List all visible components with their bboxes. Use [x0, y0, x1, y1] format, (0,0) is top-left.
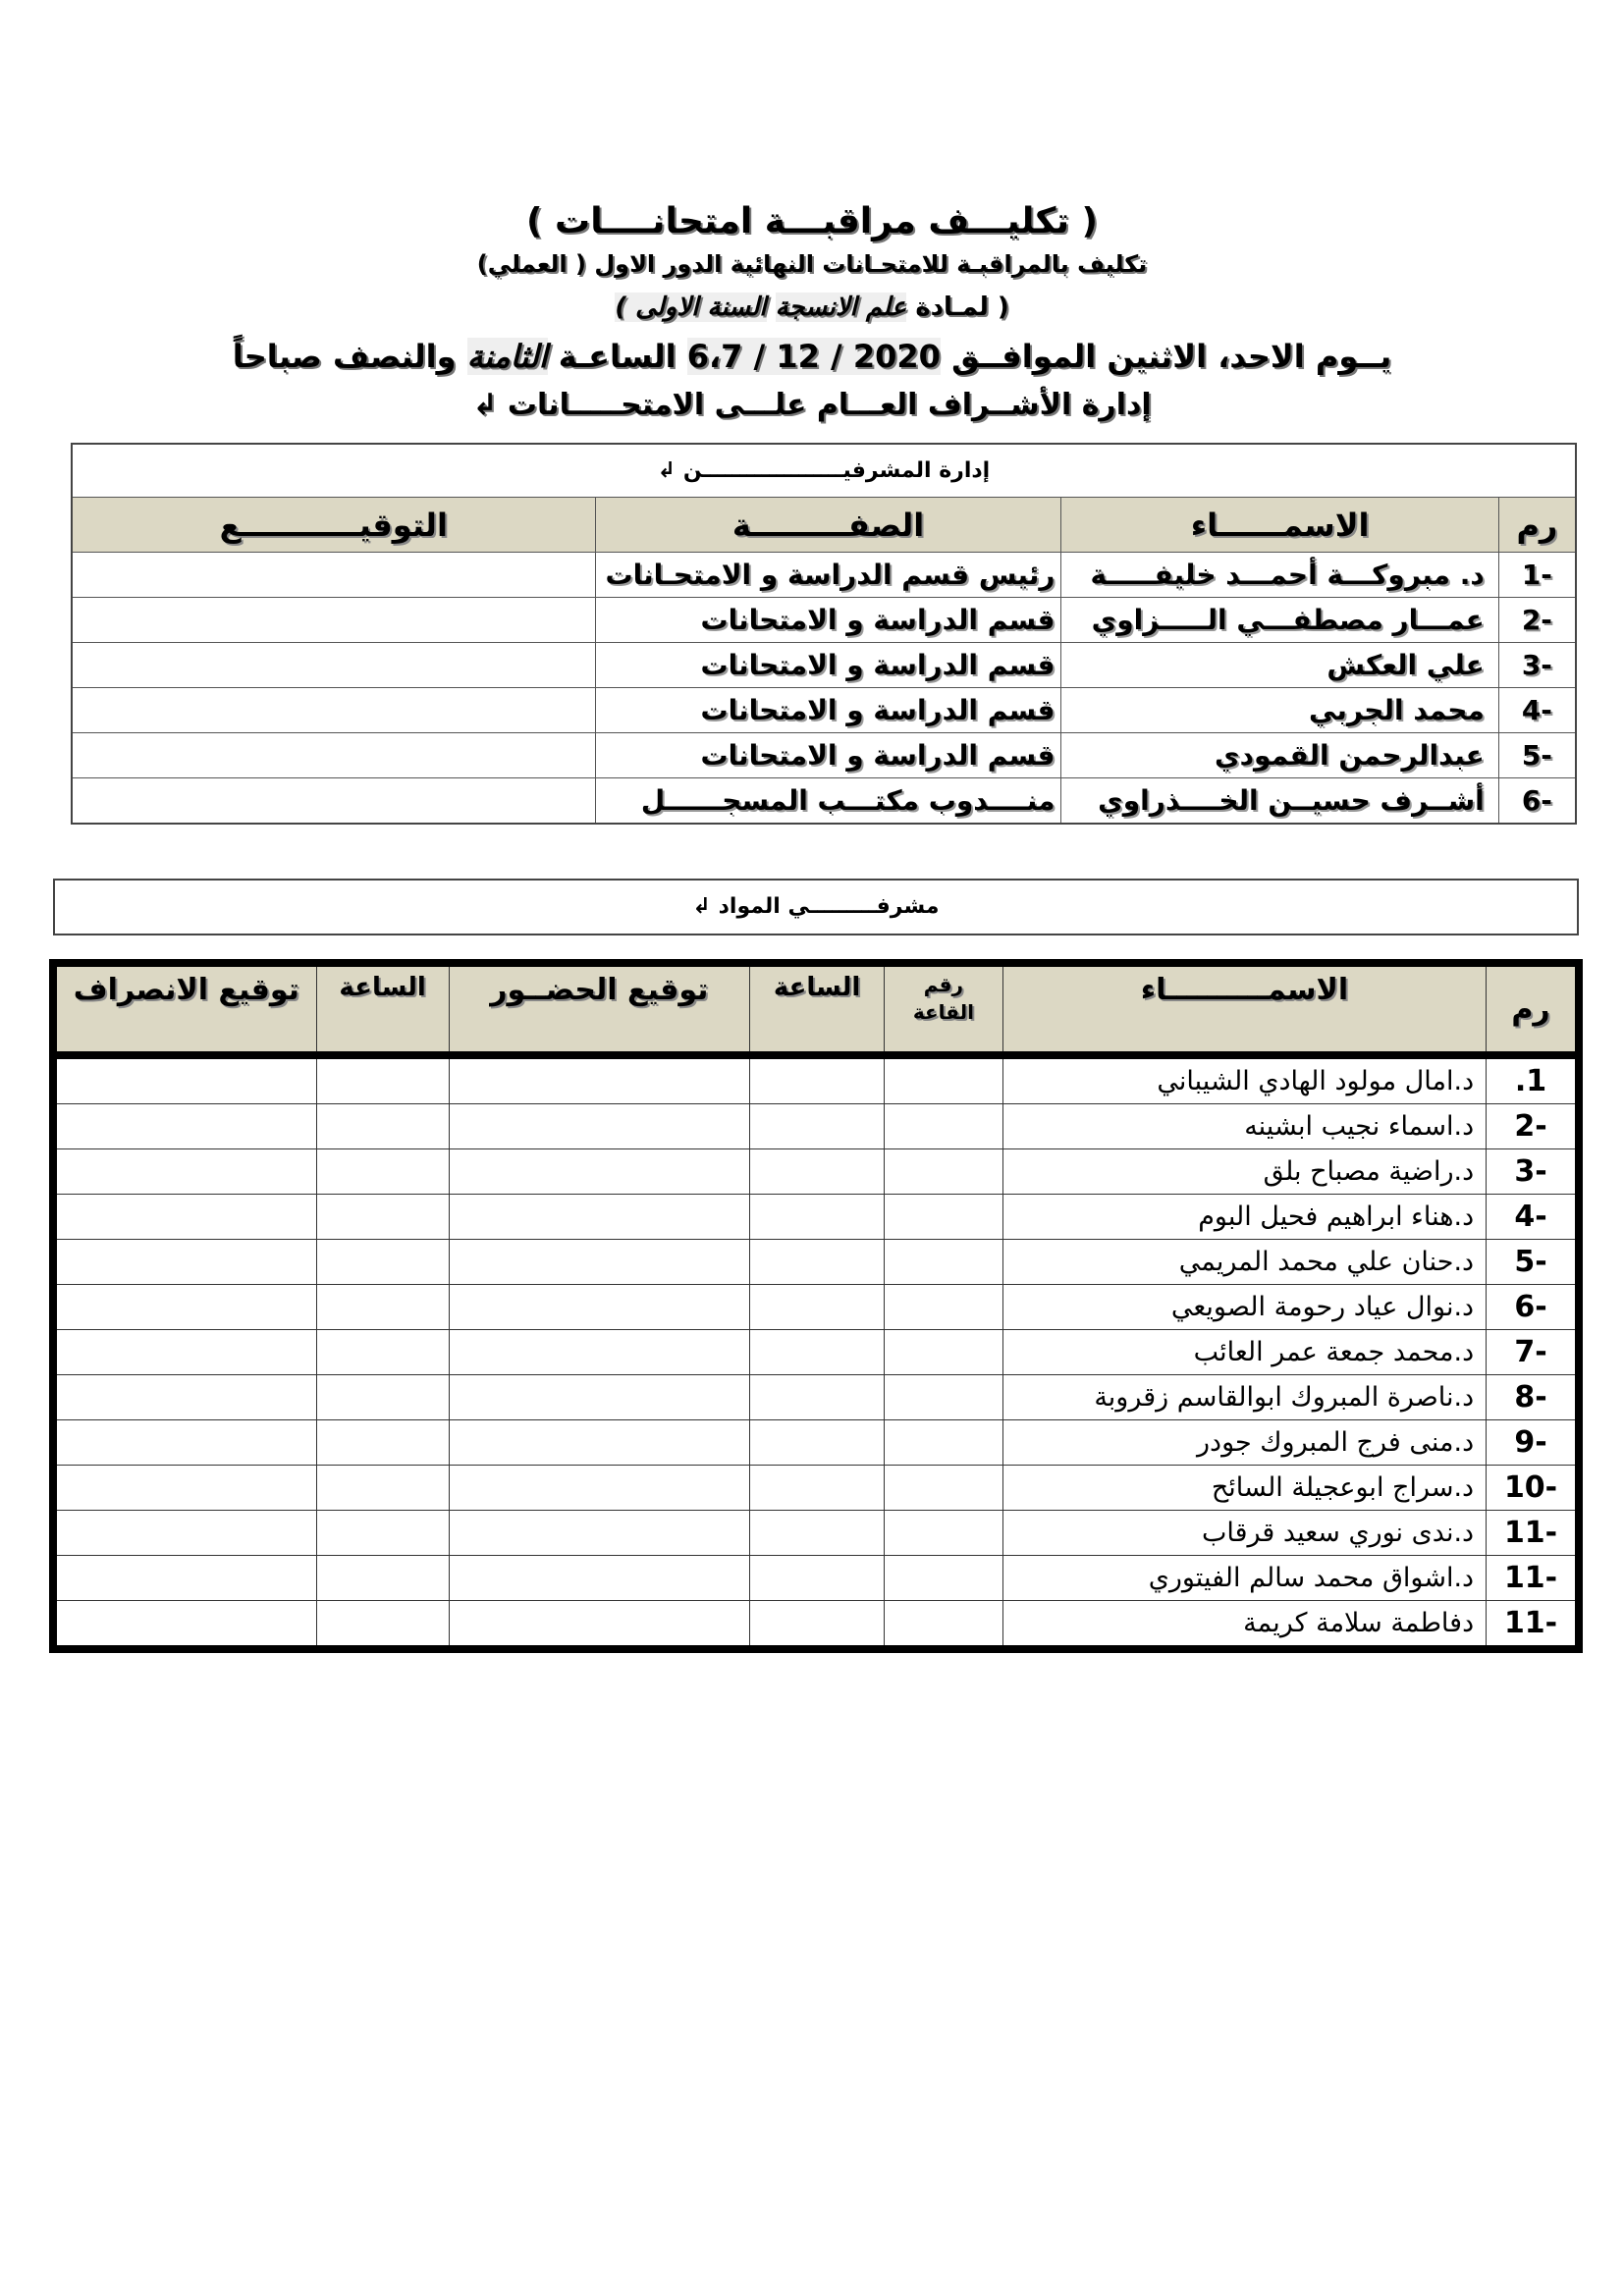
- row-number: 6-: [1498, 778, 1576, 825]
- signature-cell[interactable]: [72, 643, 595, 688]
- leave-signature-cell[interactable]: [53, 1285, 316, 1330]
- hour-in-cell[interactable]: [750, 1195, 885, 1240]
- attendance-signature-cell[interactable]: [449, 1240, 750, 1285]
- attendance-signature-cell[interactable]: [449, 1556, 750, 1601]
- attendance-signature-cell[interactable]: [449, 1055, 750, 1104]
- leave-signature-cell[interactable]: [53, 1330, 316, 1375]
- row-name: د.محمد جمعة عمر العائب: [1002, 1330, 1486, 1375]
- hour-out-cell[interactable]: [316, 1556, 449, 1601]
- subject-name: علم الانسجة: [775, 293, 907, 322]
- management-table-header: [72, 498, 1576, 553]
- hour-in-cell[interactable]: [750, 1375, 885, 1420]
- row-role: رئيس قسم الدراسة و الامتحـانات: [595, 553, 1061, 598]
- col-header-hour-out: الساعة: [316, 963, 449, 1055]
- col-header-signature: التوقيـــــــــــع: [72, 498, 595, 553]
- time-label: الساعـة: [558, 338, 677, 375]
- table-row: [72, 643, 1576, 688]
- hour-out-cell[interactable]: [316, 1104, 449, 1149]
- time-suffix: والنصف صباحاً: [232, 338, 457, 375]
- hour-in-cell[interactable]: [750, 1055, 885, 1104]
- room-number-cell[interactable]: [884, 1511, 1002, 1556]
- col-header-room-line1: رقم: [923, 973, 964, 996]
- hour-out-cell[interactable]: [316, 1375, 449, 1420]
- hour-in-cell[interactable]: [750, 1511, 885, 1556]
- row-number: 8-: [1487, 1375, 1579, 1420]
- attendance-signature-cell[interactable]: [449, 1285, 750, 1330]
- management-table-title: إدارة المشرفيـــــــــــــــــــن ↲: [72, 444, 1576, 498]
- invigilators-table-header: [53, 963, 1579, 1055]
- table-row: [72, 688, 1576, 733]
- table-row: [53, 1104, 1579, 1149]
- attendance-signature-cell[interactable]: [449, 1104, 750, 1149]
- hour-in-cell[interactable]: [750, 1240, 885, 1285]
- hour-in-cell[interactable]: [750, 1556, 885, 1601]
- hour-in-cell[interactable]: [750, 1601, 885, 1650]
- management-table-title-row: [72, 444, 1576, 498]
- table-row: [53, 1511, 1579, 1556]
- row-number: 1-: [1498, 553, 1576, 598]
- hour-in-cell[interactable]: [750, 1466, 885, 1511]
- row-number: .1: [1487, 1055, 1579, 1104]
- row-name: د.منى فرج المبروك جودر: [1002, 1420, 1486, 1466]
- table-row: [53, 1055, 1579, 1104]
- hour-out-cell[interactable]: [316, 1511, 449, 1556]
- hour-out-cell[interactable]: [316, 1420, 449, 1466]
- hour-out-cell[interactable]: [316, 1149, 449, 1195]
- room-number-cell[interactable]: [884, 1104, 1002, 1149]
- col-header-num: رم: [1498, 498, 1576, 553]
- row-role: قسم الدراسة و الامتحانات: [595, 733, 1061, 778]
- hour-out-cell[interactable]: [316, 1240, 449, 1285]
- leave-signature-cell[interactable]: [53, 1556, 316, 1601]
- row-name: د.اسماء نجيب ابشينه: [1002, 1104, 1486, 1149]
- col-header-names: الاسمــــــاء: [1061, 498, 1498, 553]
- row-name: محمد الجربي: [1061, 688, 1498, 733]
- leave-signature-cell[interactable]: [53, 1104, 316, 1149]
- room-number-cell[interactable]: [884, 1420, 1002, 1466]
- attendance-signature-cell[interactable]: [449, 1149, 750, 1195]
- col-header-attendance-signature: توقيع الحضــور: [449, 963, 750, 1055]
- attendance-signature-cell[interactable]: [449, 1330, 750, 1375]
- row-number: 11-: [1487, 1511, 1579, 1556]
- row-number: 5-: [1487, 1240, 1579, 1285]
- col-header-role: الصفـــــــــة: [595, 498, 1061, 553]
- hour-in-cell[interactable]: [750, 1104, 885, 1149]
- attendance-signature-cell[interactable]: [449, 1601, 750, 1650]
- row-number: 11-: [1487, 1556, 1579, 1601]
- row-number: 9-: [1487, 1420, 1579, 1466]
- leave-signature-cell[interactable]: [53, 1149, 316, 1195]
- subject-line: [0, 293, 1624, 322]
- col-header-leave-signature: توقيع الانصراف: [53, 963, 316, 1055]
- row-number: 4-: [1498, 688, 1576, 733]
- row-name: د. مبروكـــة أحمـــد خليفـــــة: [1061, 553, 1498, 598]
- row-role: قسم الدراسة و الامتحانات: [595, 643, 1061, 688]
- hour-out-cell[interactable]: [316, 1330, 449, 1375]
- hour-out-cell[interactable]: [316, 1466, 449, 1511]
- table-row: [53, 1285, 1579, 1330]
- row-number: 10-: [1487, 1466, 1579, 1511]
- table-row: [72, 598, 1576, 643]
- row-name: د.سراج ابوعجيلة السائح: [1002, 1466, 1486, 1511]
- signature-cell[interactable]: [72, 688, 595, 733]
- table-row: [72, 733, 1576, 778]
- room-number-cell[interactable]: [884, 1195, 1002, 1240]
- room-number-cell[interactable]: [884, 1556, 1002, 1601]
- table-row: [72, 553, 1576, 598]
- row-name: د.اشواق محمد سالم الفيتوري: [1002, 1556, 1486, 1601]
- attendance-signature-cell[interactable]: [449, 1195, 750, 1240]
- table-row: [53, 1556, 1579, 1601]
- hour-in-cell[interactable]: [750, 1330, 885, 1375]
- attendance-signature-cell[interactable]: [449, 1511, 750, 1556]
- col-header-room-line2: القاعة: [912, 1000, 974, 1024]
- row-role: قسم الدراسة و الامتحانات: [595, 598, 1061, 643]
- table-row: [53, 1195, 1579, 1240]
- subject-supervisors-box: [53, 879, 1579, 935]
- date-prefix: يــوم الاحد، الاثنين الموافــق: [951, 338, 1392, 375]
- room-number-cell[interactable]: [884, 1055, 1002, 1104]
- row-name: أشــرف حسيــن الخــــذراوي: [1061, 778, 1498, 825]
- table-row: [53, 1240, 1579, 1285]
- room-number-cell[interactable]: [884, 1601, 1002, 1650]
- row-number: 7-: [1487, 1330, 1579, 1375]
- subject-supervisors-title: مشرفـــــــــي المواد ↲: [692, 894, 940, 919]
- table-row: [53, 1466, 1579, 1511]
- signature-cell[interactable]: [72, 598, 595, 643]
- leave-signature-cell[interactable]: [53, 1240, 316, 1285]
- table-row: [53, 1601, 1579, 1650]
- hour-out-cell[interactable]: [316, 1055, 449, 1104]
- leave-signature-cell[interactable]: [53, 1195, 316, 1240]
- row-role: منــــدوب مكتـــب المسجــــــل: [595, 778, 1061, 825]
- room-number-cell[interactable]: [884, 1149, 1002, 1195]
- time-value: الثامنة: [466, 338, 548, 375]
- table-row: [53, 1375, 1579, 1420]
- table-row: [53, 1330, 1579, 1375]
- col-header-num: رم: [1487, 963, 1579, 1055]
- section-title: إدارة الأشــراف العـــام علـــى الامتحـــــانات ↲: [472, 388, 1152, 422]
- row-name: د.حنان علي محمد المريمي: [1002, 1240, 1486, 1285]
- leave-signature-cell[interactable]: [53, 1601, 316, 1650]
- attendance-signature-cell[interactable]: [449, 1420, 750, 1466]
- attendance-signature-cell[interactable]: [449, 1375, 750, 1420]
- hour-in-cell[interactable]: [750, 1149, 885, 1195]
- room-number-cell[interactable]: [884, 1240, 1002, 1285]
- col-header-names: الاسمــــــــــاء: [1002, 963, 1486, 1055]
- hour-in-cell[interactable]: [750, 1420, 885, 1466]
- table-row: [72, 778, 1576, 825]
- date-value: 6،7 / 12 / 2020: [686, 338, 941, 375]
- row-name: دفاطمة سلامة كريمة: [1002, 1601, 1486, 1650]
- row-number: 2-: [1498, 598, 1576, 643]
- subject-prefix: ( لمـادة: [915, 293, 1009, 322]
- row-number: 3-: [1498, 643, 1576, 688]
- room-number-cell[interactable]: [884, 1466, 1002, 1511]
- row-name: د.هناء ابراهيم فحيل البوم: [1002, 1195, 1486, 1240]
- signature-cell[interactable]: [72, 778, 595, 825]
- row-name: د.ندى نوري سعيد قرقاب: [1002, 1511, 1486, 1556]
- document-title: ( تكليـــف مراقبـــة امتحانــــات ): [526, 201, 1098, 241]
- col-header-room: [884, 963, 1002, 1055]
- row-name: د.نوال عياد رحومة الصويعي: [1002, 1285, 1486, 1330]
- table-row: [53, 1420, 1579, 1466]
- hour-out-cell[interactable]: [316, 1601, 449, 1650]
- room-number-cell[interactable]: [884, 1285, 1002, 1330]
- room-number-cell[interactable]: [884, 1375, 1002, 1420]
- row-number: 5-: [1498, 733, 1576, 778]
- row-number: 6-: [1487, 1285, 1579, 1330]
- row-name: د.امال مولود الهادي الشيباني: [1002, 1055, 1486, 1104]
- leave-signature-cell[interactable]: [53, 1055, 316, 1104]
- table-row: [53, 1149, 1579, 1195]
- signature-cell[interactable]: [72, 733, 595, 778]
- subject-suffix: السنة الاولى ): [615, 293, 767, 322]
- hour-out-cell[interactable]: [316, 1195, 449, 1240]
- row-number: 4-: [1487, 1195, 1579, 1240]
- row-name: عبدالرحمن القمودي: [1061, 733, 1498, 778]
- leave-signature-cell[interactable]: [53, 1375, 316, 1420]
- row-number: 11-: [1487, 1601, 1579, 1650]
- signature-cell[interactable]: [72, 553, 595, 598]
- room-number-cell[interactable]: [884, 1330, 1002, 1375]
- leave-signature-cell[interactable]: [53, 1511, 316, 1556]
- row-number: 3-: [1487, 1149, 1579, 1195]
- row-role: قسم الدراسة و الامتحانات: [595, 688, 1061, 733]
- row-number: 2-: [1487, 1104, 1579, 1149]
- row-name: علي العكش: [1061, 643, 1498, 688]
- invigilators-table: [49, 959, 1583, 1653]
- management-table: [71, 443, 1577, 825]
- date-line: [0, 338, 1624, 375]
- attendance-signature-cell[interactable]: [449, 1466, 750, 1511]
- hour-out-cell[interactable]: [316, 1285, 449, 1330]
- col-header-hour-in: الساعة: [750, 963, 885, 1055]
- leave-signature-cell[interactable]: [53, 1466, 316, 1511]
- row-name: عمـــار مصطفـــي الـــــزاوي: [1061, 598, 1498, 643]
- hour-in-cell[interactable]: [750, 1285, 885, 1330]
- document-subtitle: تكليف بالمراقبـة للامتحـانات النهائية الدور الاول ( العملي): [476, 250, 1148, 278]
- row-name: د.ناصرة المبروك ابوالقاسم زقروبة: [1002, 1375, 1486, 1420]
- row-name: د.راضية مصباح بلق: [1002, 1149, 1486, 1195]
- leave-signature-cell[interactable]: [53, 1420, 316, 1466]
